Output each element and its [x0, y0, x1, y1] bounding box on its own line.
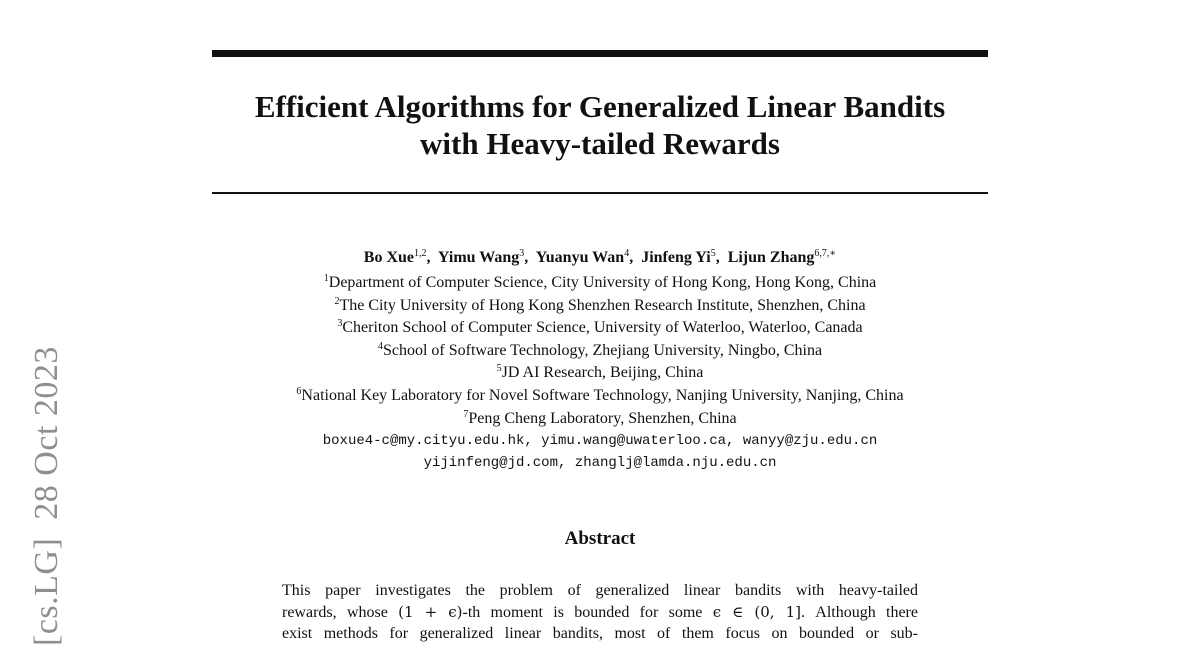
abstract-line: exist methods for generalized linear bandits, most of them focus on bounded or sub-	[282, 625, 918, 642]
paper-title	[212, 88, 988, 162]
title-rule-top	[212, 50, 988, 57]
author: Bo Xue$^{1,2}$	[363, 248, 427, 266]
affiliation: $^2$The City University of Hong Kong Shenzhen Research Institute, Shenzhen, China	[334, 295, 866, 314]
title-line-2: with Heavy-tailed Rewards	[420, 126, 780, 161]
author: Yuanyu Wan$^4$	[535, 248, 630, 266]
author: Jinfeng Yi$^5$	[641, 248, 716, 266]
affiliation: $^4$School of Software Technology, Zhejiang University, Ningbo, China	[377, 340, 823, 359]
arxiv-category: [cs.LG]	[28, 537, 65, 646]
title-line-1: Efficient Algorithms for Generalized Linear Bandits	[254, 89, 946, 124]
abstract-line: This paper investigates the problem of generalized linear bandits with heavy-tailed	[282, 582, 918, 599]
author: Yimu Wang$^3$	[437, 248, 525, 266]
author-list: Bo Xue$^{1,2}$, Yimu Wang$^3$, Yuanyu Wan$^4$, Jinfeng Yi$^5$, Lijun Zhang$^{6,7,∗}$	[363, 248, 837, 266]
abstract-heading: Abstract	[564, 528, 636, 549]
math-expression: ϵ ∈ (0, 1]	[712, 602, 801, 621]
arxiv-stamp	[28, 346, 66, 646]
affiliation: $^7$Peng Cheng Laboratory, Shenzhen, China	[463, 408, 737, 427]
email-line-1: boxue4-c@my.cityu.edu.hk, yimu.wang@uwaterloo.ca, wanyy@zju.edu.cn	[322, 433, 878, 449]
author: Lijun Zhang$^{6,7,∗}$	[727, 248, 837, 266]
affiliation: $^3$Cheriton School of Computer Science, University of Waterloo, Waterloo, Canada	[337, 318, 863, 337]
abstract-body	[282, 580, 918, 645]
affiliation: $^5$JD AI Research, Beijing, China	[496, 363, 704, 382]
arxiv-date: 28 Oct 2023	[28, 346, 65, 520]
title-rule-bottom	[212, 192, 988, 194]
email-line-2: yijinfeng@jd.com, zhanglj@lamda.nju.edu.cn	[423, 455, 777, 471]
affiliation: $^6$National Key Laboratory for Novel Software Technology, Nanjing University, Nanjing, China	[296, 385, 904, 404]
abstract-line: rewards, whose (1 + ϵ)-th moment is bounded for some ϵ ∈ (0, 1]. Although there	[282, 602, 918, 621]
affiliation-list	[200, 272, 1000, 430]
math-expression: (1 + ϵ)	[398, 602, 463, 621]
affiliation: $^1$Department of Computer Science, City University of Hong Kong, Hong Kong, China	[323, 273, 877, 291]
author-emails	[200, 430, 1000, 474]
